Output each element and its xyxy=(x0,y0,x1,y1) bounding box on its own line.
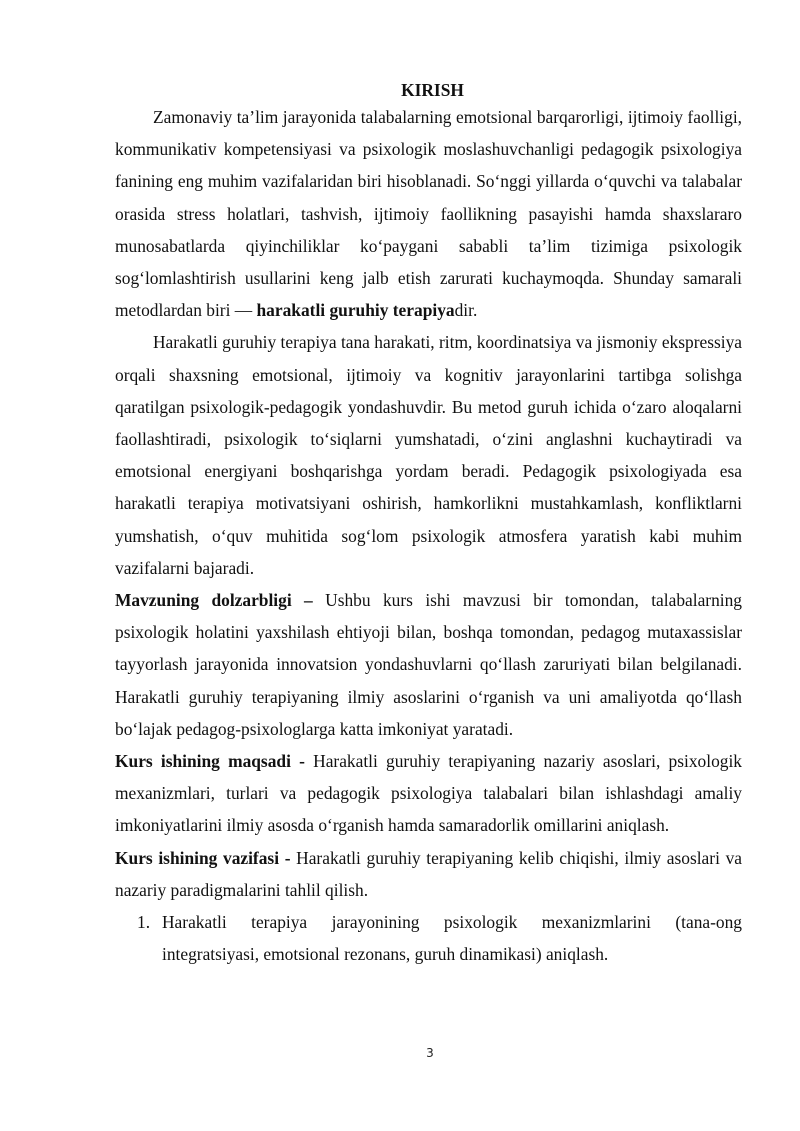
tasks-label: Kurs ishining vazifasi - xyxy=(115,847,291,868)
goal-paragraph xyxy=(115,745,742,842)
page-number: 3 xyxy=(426,1046,434,1060)
intro-bold-term: harakatli guruhiy terapiya xyxy=(256,300,455,321)
goal-text: Harakatli guruhiy terapiyaning nazariy asoslari, psixologik mexanizmlari, turlari va pedagogik psixologiya talabalari bilan ishlashdagi amaliy imkoniyatlarini ilmiy asosda o‘rganish hamda samaradorlik omillarini aniqlash. xyxy=(115,751,742,836)
page-content xyxy=(115,79,742,970)
tasks-text: Harakatli guruhiy terapiyaning kelib chiqishi, ilmiy asoslari va nazariy paradigmalarini tahlil qilish. xyxy=(115,847,742,900)
intro-text-end: dir. xyxy=(454,300,478,321)
relevance-label: Mavzuning dolzarbligi – xyxy=(115,590,313,611)
relevance-paragraph xyxy=(115,584,742,745)
section-title: KIRISH xyxy=(401,80,464,100)
intro-paragraph-2: Harakatli guruhiy terapiya tana harakati, ritm, koordinatsiya va jismoniy ekspressiya orqali shaxsning emotsional, ijtimoiy va kognitiv jarayonlarini tartibga solishga qaratilgan psixologik-pedagogik yondashuvdir. Bu metod guruh ichida o‘zaro aloqalarni faollashtiradi, psixologik to‘siqlarni yumshatadi, o‘zini anglashni kuchaytiradi va emotsional energiyani boshqarishga yordam beradi. Pedagogik psixologiyada esa harakatli terapiya motivatsiyani oshirish, hamkorlikni mustahkamlash, konfliktlarni yumshatish, o‘quv muhitida sog‘lom psixologik atmosfera yaratish kabi muhim vazifalarni bajaradi. xyxy=(115,332,742,578)
goal-label: Kurs ishining maqsadi - xyxy=(115,751,305,772)
list-item-number: 1. xyxy=(137,912,151,933)
intro-text: Zamonaviy ta’lim jarayonida talabalarning emotsional barqarorligi, ijtimoiy faolligi, kommunikativ kompetensiyasi va psixologik moslashuvchanligi pedagogik psixologiya fanining eng muhim vazifalaridan biri hisoblanadi. So‘nggi yillarda o‘quvchi va talabalar orasida stress holatlari, tashvish, ijtimoiy faollikning pasayishi hamda shaxslararo munosabatlarda qiyinchiliklar ko‘paygani sababli ta’lim tizimiga psixologik sog‘lomlashtirish usullarini keng jalb etish zarurati kuchaymoqda. Shunday samarali metodlardan biri — xyxy=(115,107,742,321)
relevance-text: Ushbu kurs ishi mavzusi bir tomondan, talabalarning psixologik holatini yaxshilash ehtiyoji bilan, boshqa tomondan, pedagog mutaxassislar tayyorlash jarayonida innovatsion yondashuvlarni qo‘llash zaruriyati bilan belgilanadi. Harakatli guruhiy terapiyaning ilmiy asoslarini o‘rganish va uni amaliyotda qo‘llash bo‘lajak pedagog-psixologlarga katta imkoniyat yaratadi. xyxy=(115,590,743,739)
tasks-paragraph xyxy=(115,842,742,906)
tasks-list xyxy=(115,906,742,970)
list-item xyxy=(115,906,742,970)
list-item-text: Harakatli terapiya jarayonining psixologik mexanizmlarini (tana-ong integratsiyasi, emotsional rezonans, guruh dinamikasi) aniqlash. xyxy=(162,912,742,965)
intro-paragraph-1 xyxy=(115,101,742,326)
